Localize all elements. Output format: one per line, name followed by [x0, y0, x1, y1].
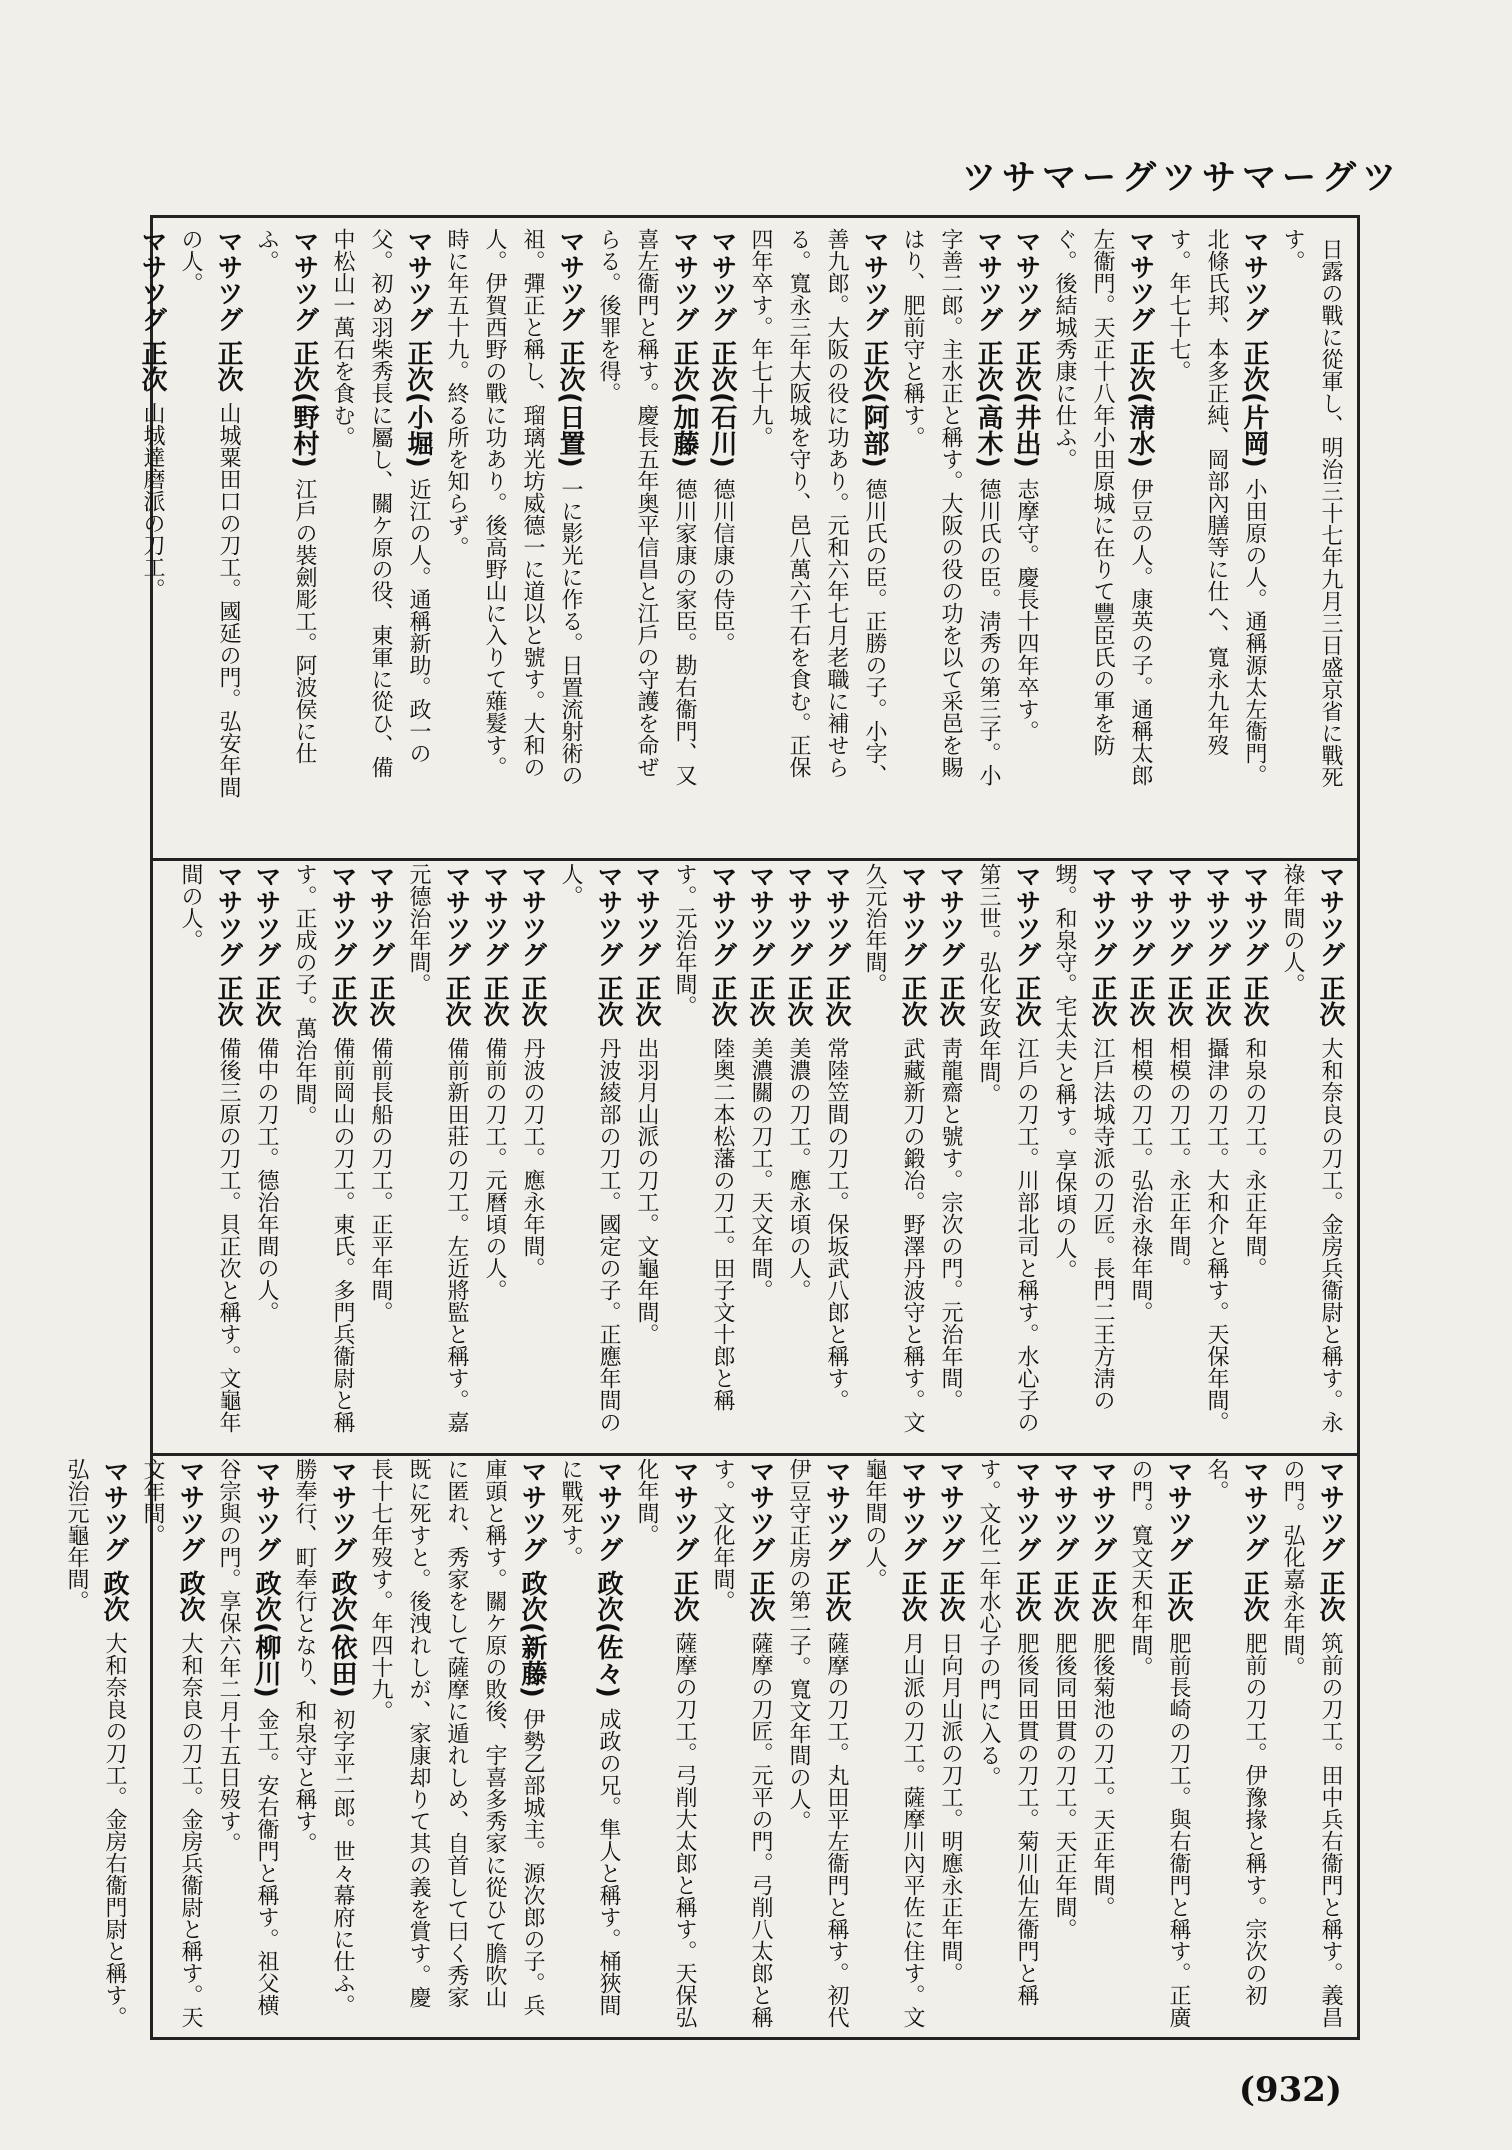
entry-reading: マサツグ: [137, 228, 167, 332]
dictionary-entry: [171, 228, 247, 798]
entry-name: 正次: [251, 975, 281, 1027]
entry-reading: マサツグ: [745, 863, 775, 967]
dictionary-entry: [513, 863, 551, 1433]
entry-name: 政次(依田): [327, 1570, 357, 1698]
entry-reading: マサツグ: [99, 1458, 129, 1562]
dictionary-entry: [1197, 1458, 1273, 2028]
dictionary-entry: [361, 1458, 551, 2028]
entry-description: 大和奈良の刀工。金房兵衞尉と稱す。天文年間。: [140, 1458, 203, 2028]
dictionary-entry: [627, 1458, 703, 2028]
dictionary-entry: [1273, 228, 1349, 798]
entry-reading: マサツグ: [1201, 863, 1231, 967]
entry-description: 一に影光に作る。日置流射術の祖。彈正と稱し、瑠璃光坊威德一に道以と號す。大和の人。伊賀西野の戰に功あり。後高野山に入りて薙髮す。時に年五十九。終る所を知らず。: [444, 228, 583, 786]
entry-name: 正次: [1201, 975, 1231, 1027]
entry-reading: マサツグ: [479, 863, 509, 967]
dictionary-entry: [361, 863, 399, 1433]
entry-description: 靑龍齋と號す。宗次の門。元治年間。: [938, 1037, 963, 1411]
entry-description: 備後三原の刀工。貝正次と稱す。文龜年間の人。: [178, 863, 241, 1433]
entry-reading: マサツグ: [707, 228, 737, 332]
entry-name: 正次: [1087, 1570, 1117, 1622]
dictionary-entry: [741, 863, 779, 1433]
dictionary-entry: [969, 863, 1045, 1433]
entry-name: 正次: [783, 975, 813, 1027]
dictionary-entry: [399, 863, 475, 1433]
entry-name: 正次: [137, 340, 167, 392]
entry-name: 正次: [1239, 975, 1269, 1027]
entry-name: 正次(日置): [555, 340, 585, 468]
entry-name: 正次: [1011, 1570, 1041, 1622]
dictionary-entry: [475, 863, 513, 1433]
entry-description: 江戶の刀工。川部北司と稱す。水心子の第三世。弘化安政年間。: [976, 863, 1039, 1433]
entry-description: 出羽月山派の刀工。文龜年間。: [634, 1037, 659, 1345]
entry-description: 薩摩の刀工。弓削大太郎と稱す。天保弘化年間。: [634, 1458, 697, 2028]
entry-description: 日向月山派の刀工。明應永正年間。: [938, 1632, 963, 1984]
entry-reading: マサツグ: [1239, 1458, 1269, 1562]
entry-description: 月山派の刀工。薩摩川內平佐に住す。文龜年間の人。: [862, 1458, 925, 2028]
entry-description: 江戶法城寺派の刀匠。長門二王方淸の甥。和泉守。宅太夫と稱す。享保頃の人。: [1052, 863, 1115, 1411]
entry-reading: マサツグ: [1239, 863, 1269, 967]
entry-band-top: [137, 228, 1357, 798]
entry-name: 政次(新藤): [517, 1570, 547, 1698]
entry-name: 正次(井出): [1011, 340, 1041, 468]
entry-description: 薩摩の刀工。丸田平左衞門と稱す。初代伊豆守正房の第二子。寬文年間の人。: [786, 1458, 849, 2028]
entry-description: 德川氏の臣。正勝の子。小字、善九郎。大阪の役に功あり。元和六年七月老職に補せらる。寬永三年大阪城を守り、邑八萬六千石を食む。正保四年卒す。年七十九。: [748, 228, 887, 786]
entry-reading: マサツグ: [935, 1458, 965, 1562]
entry-reading: マサツグ: [1315, 1458, 1345, 1562]
entry-name: 正次: [1125, 975, 1155, 1027]
dictionary-entry: [1121, 863, 1159, 1433]
entry-reading: マサツグ: [289, 228, 319, 332]
dictionary-entry: [1197, 863, 1235, 1433]
entry-description: 肥前長崎の刀工。與右衞門と稱す。正廣の門。寬文天和年間。: [1128, 1458, 1191, 2028]
entry-description: 肥後同田貫の刀工。天正年間。: [1052, 1632, 1077, 1940]
entry-reading: マサツグ: [593, 863, 623, 967]
entry-columns: [161, 863, 1349, 1433]
entry-description: 德川氏の臣。淸秀の第三子。小字善二郎。主水正と稱す。大阪の役の功を以て采邑を賜はり、肥前守と稱す。: [900, 228, 1001, 786]
entry-description: 山城達磨派の刀工。: [140, 402, 165, 600]
dictionary-entry: [703, 228, 741, 798]
entry-reading: マサツグ: [175, 1458, 205, 1562]
entry-description: 伊豆の人。康英の子。通稱太郎左衞門。天正十八年小田原城に在りて豐臣氏の軍を防ぐ。後結城秀康に仕ふ。: [1052, 228, 1153, 786]
entry-description: 相模の刀工。弘治永祿年間。: [1128, 1037, 1153, 1323]
entry-description: 備中の刀工。德治年間の人。: [254, 1037, 279, 1323]
dictionary-entry: [779, 863, 817, 1433]
entry-name: 正次: [593, 975, 623, 1027]
dictionary-entry: [1121, 1458, 1197, 2028]
entry-reading: マサツグ: [1011, 228, 1041, 332]
entry-reading: マサツグ: [897, 863, 927, 967]
dictionary-entry: [1045, 228, 1159, 798]
entry-reading: マサツグ: [821, 1458, 851, 1562]
entry-name: 正次: [821, 1570, 851, 1622]
entry-name: 正次(野村): [289, 340, 319, 468]
dictionary-entry: [1159, 228, 1273, 798]
entry-reading: マサツグ: [1087, 863, 1117, 967]
entry-description: 德川家康の家臣。勘右衞門、又喜左衞門と稱す。慶長五年奥平信昌と江戶の守護を命ぜらる。後罪を得。: [596, 228, 697, 786]
dictionary-entry: [1045, 863, 1121, 1433]
entry-reading: マサツグ: [403, 228, 433, 332]
entry-reading: マサツグ: [251, 863, 281, 967]
dictionary-frame: [64, 215, 1360, 2040]
dictionary-entry: [551, 863, 627, 1433]
entry-reading: マサツグ: [213, 228, 243, 332]
entry-reading: マサツグ: [669, 1458, 699, 1562]
dictionary-entry: [551, 1458, 627, 2028]
dictionary-entry: [323, 228, 437, 798]
dictionary-entry: [665, 863, 741, 1433]
dictionary-entry: [133, 1458, 209, 2028]
entry-name: 正次(阿部): [859, 340, 889, 468]
dictionary-entry: [931, 1458, 969, 2028]
entry-description: 德川信康の侍臣。: [710, 477, 735, 654]
dictionary-entry: [817, 863, 855, 1433]
entry-name: 正次: [1163, 1570, 1193, 1622]
entry-description: 美濃關の刀工。天文年間。: [748, 1037, 773, 1301]
entry-description: 近江の人。通稱新助。政一の父。初め羽柴秀長に屬し、關ケ原の役、東軍に從ひ、備中松山一萬石を食む。: [330, 228, 431, 778]
entry-description: 大和奈良の刀工。金房右衞門尉と稱す。弘治元龜年間。: [64, 1458, 127, 2028]
dictionary-entry: [57, 1458, 133, 2028]
dictionary-entry: [893, 228, 1007, 798]
entry-name: 正次(石川): [707, 340, 737, 468]
entry-description: 薩摩の刀匠。元平の門。弓削八太郎と稱す。文化年間。: [710, 1458, 773, 2028]
dictionary-entry: [209, 1458, 285, 2028]
entry-name: 正次: [1049, 1570, 1079, 1622]
entry-reading: マサツグ: [631, 863, 661, 967]
entry-description: 備前長船の刀工。正平年間。: [368, 1037, 393, 1323]
entry-description: 大和奈良の刀工。金房兵衞尉と稱す。永祿年間の人。: [1280, 863, 1343, 1433]
entry-reading: マサツグ: [1011, 1458, 1041, 1562]
entry-description: 和泉の刀工。永正年間。: [1242, 1037, 1267, 1279]
entry-name: 正次: [821, 975, 851, 1027]
entry-name: 正次: [365, 975, 395, 1027]
entry-description: 丹波の刀工。應永年間。: [520, 1037, 545, 1279]
entry-name: 正次: [1239, 1570, 1269, 1622]
entry-reading: マサツグ: [821, 863, 851, 967]
dictionary-entry: [247, 863, 285, 1433]
entry-reading: マサツグ: [973, 228, 1003, 332]
entry-name: 正次: [213, 975, 243, 1027]
entry-reading: マサツグ: [327, 1458, 357, 1562]
entry-name: 正次: [1315, 975, 1345, 1027]
dictionary-entry: [285, 863, 361, 1433]
entry-reading: マサツグ: [897, 1458, 927, 1562]
entry-name: 正次: [213, 340, 243, 392]
entry-reading: マサツグ: [707, 863, 737, 967]
entry-name: 正次: [1315, 1570, 1345, 1622]
entry-name: 政次(柳川): [251, 1570, 281, 1698]
dictionary-entry: [1045, 1458, 1083, 2028]
entry-description: 志摩守。慶長十四年卒す。: [1014, 477, 1039, 742]
entry-band-middle: [153, 863, 1357, 1433]
entry-name: 正次: [745, 975, 775, 1027]
entry-description: 武藏新刀の鍛冶。野澤丹波守と稱す。文久元治年間。: [862, 863, 925, 1433]
entry-name: 正次: [745, 1570, 775, 1622]
entry-reading: マサツグ: [1163, 863, 1193, 967]
band-divider: [153, 858, 1357, 861]
entry-reading: マサツグ: [1087, 1458, 1117, 1562]
entry-reading: マサツグ: [517, 1458, 547, 1562]
dictionary-entry: [1273, 863, 1349, 1433]
entry-reading: マサツグ: [1011, 863, 1041, 967]
band-divider: [153, 1453, 1357, 1456]
entry-description: 陸奥二本松藩の刀工。田子文十郎と稱す。元治年間。: [672, 863, 735, 1411]
entry-description: 日露の戰に從軍し、明治三十七年九月三日盛京省に戰死す。: [1280, 228, 1343, 788]
entry-name: 正次: [897, 975, 927, 1027]
entry-name: 政次: [175, 1570, 205, 1622]
entry-reading: マサツグ: [555, 228, 585, 332]
entry-name: 正次(淸水): [1125, 340, 1155, 468]
page-number: (932): [1238, 2070, 1342, 2110]
dictionary-entry: [1235, 863, 1273, 1433]
dictionary-entry: [627, 863, 665, 1433]
entry-reading: マサツグ: [1125, 228, 1155, 332]
dictionary-entry: [855, 863, 931, 1433]
entry-reading: マサツグ: [517, 863, 547, 967]
entry-name: 正次: [707, 975, 737, 1027]
entry-name: 正次: [935, 1570, 965, 1622]
dictionary-entry: [931, 863, 969, 1433]
entry-name: 正次: [669, 1570, 699, 1622]
entry-reading: マサツグ: [783, 863, 813, 967]
entry-description: 常陸笠間の刀工。保坂武八郎と稱す。: [824, 1037, 849, 1411]
entry-reading: マサツグ: [1239, 228, 1269, 332]
entry-name: 正次: [441, 975, 471, 1027]
dictionary-entry: [741, 228, 893, 798]
entry-reading: マサツグ: [251, 1458, 281, 1562]
dictionary-entry: [703, 1458, 779, 2028]
dictionary-entry: [779, 1458, 855, 2028]
entry-name: 正次(小堀): [403, 340, 433, 468]
dictionary-entry: [247, 228, 323, 798]
entry-description: 筑前の刀工。田中兵右衞門と稱す。義昌の門。弘化嘉永年間。: [1280, 1458, 1343, 2028]
entry-reading: マサツグ: [1163, 1458, 1193, 1562]
entry-reading: マサツグ: [327, 863, 357, 967]
entry-name: 政次: [99, 1570, 129, 1622]
dictionary-entry: [969, 1458, 1045, 2028]
entry-name: 正次: [1163, 975, 1193, 1027]
entry-description: 肥後菊池の刀工。天正年間。: [1090, 1632, 1115, 1918]
entry-name: 正次(片岡): [1239, 340, 1269, 468]
entry-name: 正次: [897, 1570, 927, 1622]
entry-reading: マサツグ: [441, 863, 471, 967]
entry-reading: マサツグ: [859, 228, 889, 332]
entry-description: 金工。安右衞門と稱す。祖父横谷宗與の門。享保六年二月十五日歿す。: [216, 1458, 279, 2016]
dictionary-entry: [437, 228, 589, 798]
dictionary-entry: [855, 1458, 931, 2028]
entry-description: 江戶の裝劍彫工。阿波侯に仕ふ。: [254, 228, 317, 764]
page-header: ツサマーグツサマーグツ: [962, 158, 1402, 198]
entry-name: 正次: [631, 975, 661, 1027]
entry-name: 正次: [1087, 975, 1117, 1027]
entry-reading: マサツグ: [669, 228, 699, 332]
entry-name: 正次(高木): [973, 340, 1003, 468]
entry-description: 備前岡山の刀工。東氏。多門兵衞尉と稱す。正成の子。萬治年間。: [292, 863, 355, 1433]
dictionary-entry: [285, 1458, 361, 2028]
entry-name: 正次: [479, 975, 509, 1027]
entry-description: 初字平二郎。世々幕府に仕ふ。勝奉行、町奉行となり、和泉守と稱す。: [292, 1458, 355, 2016]
dictionary-entry: [1159, 863, 1197, 1433]
entry-reading: マサツグ: [1049, 1458, 1079, 1562]
entry-description: 成政の兄。隼人と稱す。桶狹間に戰死す。: [558, 1458, 621, 2016]
dictionary-entry: [133, 228, 171, 798]
entry-description: 備前の刀工。元曆頃の人。: [482, 1037, 507, 1301]
entry-columns: [137, 228, 1349, 798]
entry-reading: マサツグ: [593, 1458, 623, 1562]
entry-name: 正次: [327, 975, 357, 1027]
entry-reading: マサツグ: [213, 863, 243, 967]
entry-reading: マサツグ: [365, 863, 395, 967]
entry-description: 備前新田莊の刀工。左近將監と稱す。嘉元德治年間。: [406, 863, 469, 1433]
entry-reading: マサツグ: [1315, 863, 1345, 967]
entry-name: 正次: [517, 975, 547, 1027]
dictionary-entry: [1273, 1458, 1349, 2028]
entry-band-bottom: [64, 1458, 1357, 2028]
dictionary-entry: [589, 228, 703, 798]
entry-description: 攝津の刀工。大和介と稱す。天保年間。: [1204, 1037, 1229, 1433]
entry-name: 正次: [935, 975, 965, 1027]
entry-name: 政次(佐々): [593, 1570, 623, 1698]
entry-name: 正次(加藤): [669, 340, 699, 468]
entry-description: 丹波綾部の刀工。國定の子。正應年間の人。: [558, 863, 621, 1433]
dictionary-entry: [1007, 228, 1045, 798]
entry-description: 山城粟田口の刀工。國延の門。弘安年間の人。: [178, 228, 241, 798]
entry-columns: [64, 1458, 1349, 2028]
entry-description: 肥前の刀工。伊豫掾と稱す。宗次の初名。: [1204, 1458, 1267, 2006]
dictionary-entry: [1083, 1458, 1121, 2028]
entry-reading: マサツグ: [1125, 863, 1155, 967]
dictionary-entry: [171, 863, 247, 1433]
entry-description: 小田原の人。通稱源太左衞門。北條氏邦、本多正純、岡部內膳等に仕へ、寬永九年歿す。年七十七。: [1166, 228, 1267, 786]
entry-reading: マサツグ: [935, 863, 965, 967]
entry-reading: マサツグ: [745, 1458, 775, 1562]
entry-description: 肥後同田貫の刀工。菊川仙左衞門と稱す。文化二年水心子の門に入る。: [976, 1458, 1039, 2006]
entry-description: 美濃の刀工。應永頃の人。: [786, 1037, 811, 1301]
entry-description: 伊勢乙部城主。源次郎の子。兵庫頭と稱す。關ケ原の敗後、宇喜多秀家に從ひて膽吹山に匿れ、秀家をして薩摩に遁れしめ、自首して曰く秀家既に死すと。後洩れしが、家康却りて其の義を賞す。慶長十七年歿す。年四十九。: [368, 1458, 545, 2016]
entry-description: 相模の刀工。永正年間。: [1166, 1037, 1191, 1279]
entry-name: 正次: [1011, 975, 1041, 1027]
